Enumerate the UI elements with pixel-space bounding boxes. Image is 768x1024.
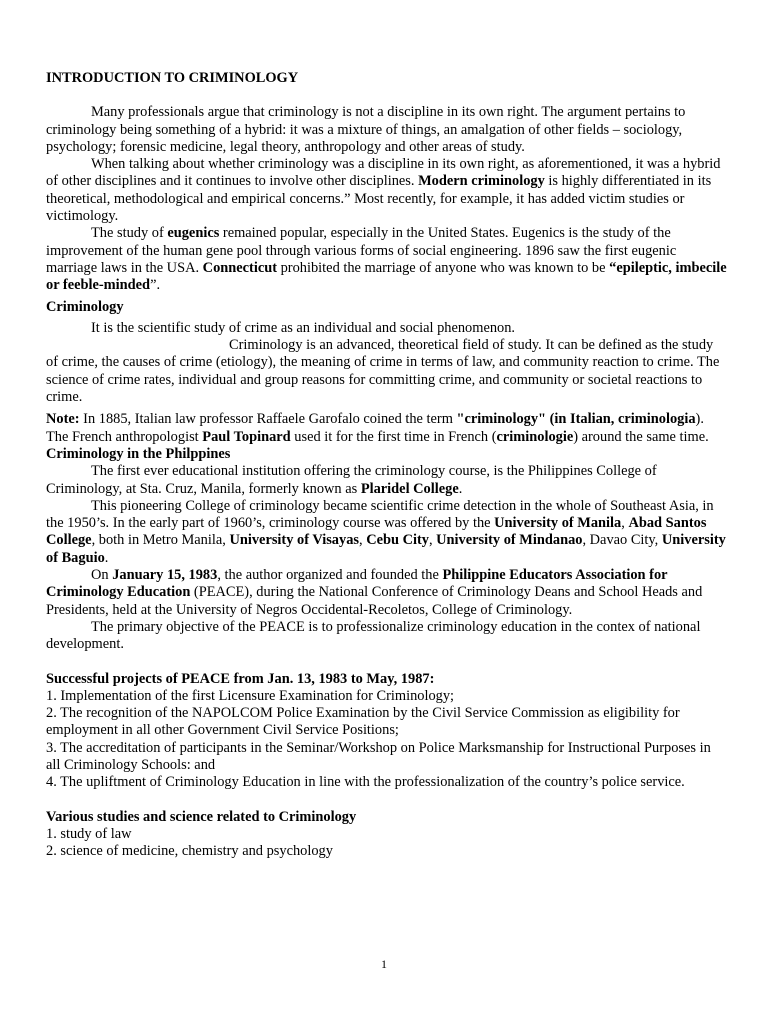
list-item: 1. study of law	[46, 825, 132, 842]
list-item: 3. The accreditation of participants in the Seminar/Workshop on Police Marksmanship for Instructional Purposes in all Criminology Schools: and	[46, 739, 711, 773]
list-item: 2. The recognition of the NAPOLCOM Police Examination by the Civil Service Commission as eligibility for employment in all other Government Civil Service Positions;	[46, 705, 680, 739]
intro-paragraph-3: The study of eugenics remained popular, especially in the United States. Eugenics is the study of the improvement of the human gene pool through various forms of social engineering. 1896 saw the first eugenic marriage laws in the USA. Connecticut prohibited the marriage of anyone who was known to be “epileptic, imbecile or feeble-minded”.	[46, 225, 727, 294]
document-title: INTRODUCTION TO CRIMINOLOGY	[46, 70, 299, 86]
intro-paragraph-1: Many professionals argue that criminology is not a discipline in its own right. The argument pertains to criminology being something of a hybrid: it was a mixture of things, an amalgation of other fields – sociology, psychology; forensic medicine, legal theory, anthropology and other areas of study.	[46, 104, 686, 155]
criminology-paragraph-2: Criminology is an advanced, theoretical field of study. It can be defined as the study of crime, the causes of crime (etiology), the meaning of crime in terms of law, and community reaction to crime. The science of crime rates, individual and group reasons for committing crime, and community or societal reactions to crime.	[46, 337, 720, 406]
intro-paragraph-2: When talking about whether criminology was a discipline in its own right, as aforementioned, it was a hybrid of other disciplines and it continues to involve other disciplines. Modern criminology is highly differentiated in its theoretical, methodological and empirical concerns.” Most recently, for example, it has added victim studies or victimology.	[46, 156, 721, 225]
philippines-paragraph-2: This pioneering College of criminology became scientific crime detection in the whole of Southeast Asia, in the 1950’s. In the early part of 1960’s, criminology course was offered by the University of Manila, Abad Santos College, both in Metro Manila, University of Visayas, Cebu City, University of Mindanao, Davao City, University of Baguio.	[46, 497, 726, 566]
note-paragraph: Note: In 1885, Italian law professor Raffaele Garofalo coined the term "criminology" (in Italian, criminologia). The French anthropologist Paul Topinard used it for the first time in French (criminologie) around the same time.	[46, 411, 709, 445]
studies-heading: Various studies and science related to Criminology	[46, 808, 357, 825]
criminology-paragraph-1: It is the scientific study of crime as an individual and social phenomenon.	[91, 319, 516, 336]
list-item: 4. The upliftment of Criminology Education in line with the professionalization of the country’s police service.	[46, 774, 685, 791]
list-item: 2. science of medicine, chemistry and psychology	[46, 843, 333, 860]
philippines-paragraph-4: The primary objective of the PEACE is to professionalize criminology education in the contex of national development.	[46, 618, 701, 653]
list-item: 1. Implementation of the first Licensure Examination for Criminology;	[46, 687, 455, 704]
criminology-heading: Criminology	[46, 298, 124, 315]
philippines-paragraph-1: The first ever educational institution offering the criminology course, is the Philippines College of Criminology, at Sta. Cruz, Manila, formerly known as Plaridel College.	[46, 463, 657, 497]
page-number: 1	[381, 957, 387, 971]
projects-heading: Successful projects of PEACE from Jan. 13, 1983 to May, 1987:	[46, 670, 435, 687]
philippines-heading: Criminology in the Philppines	[46, 445, 231, 462]
philippines-paragraph-3: On January 15, 1983, the author organized and founded the Philippine Educators Association for Criminology Education (PEACE), during the National Conference of Criminology Deans and School Heads and Presidents, held at the University of Negros Occidental-Recoletos, College of Criminology.	[46, 567, 703, 618]
